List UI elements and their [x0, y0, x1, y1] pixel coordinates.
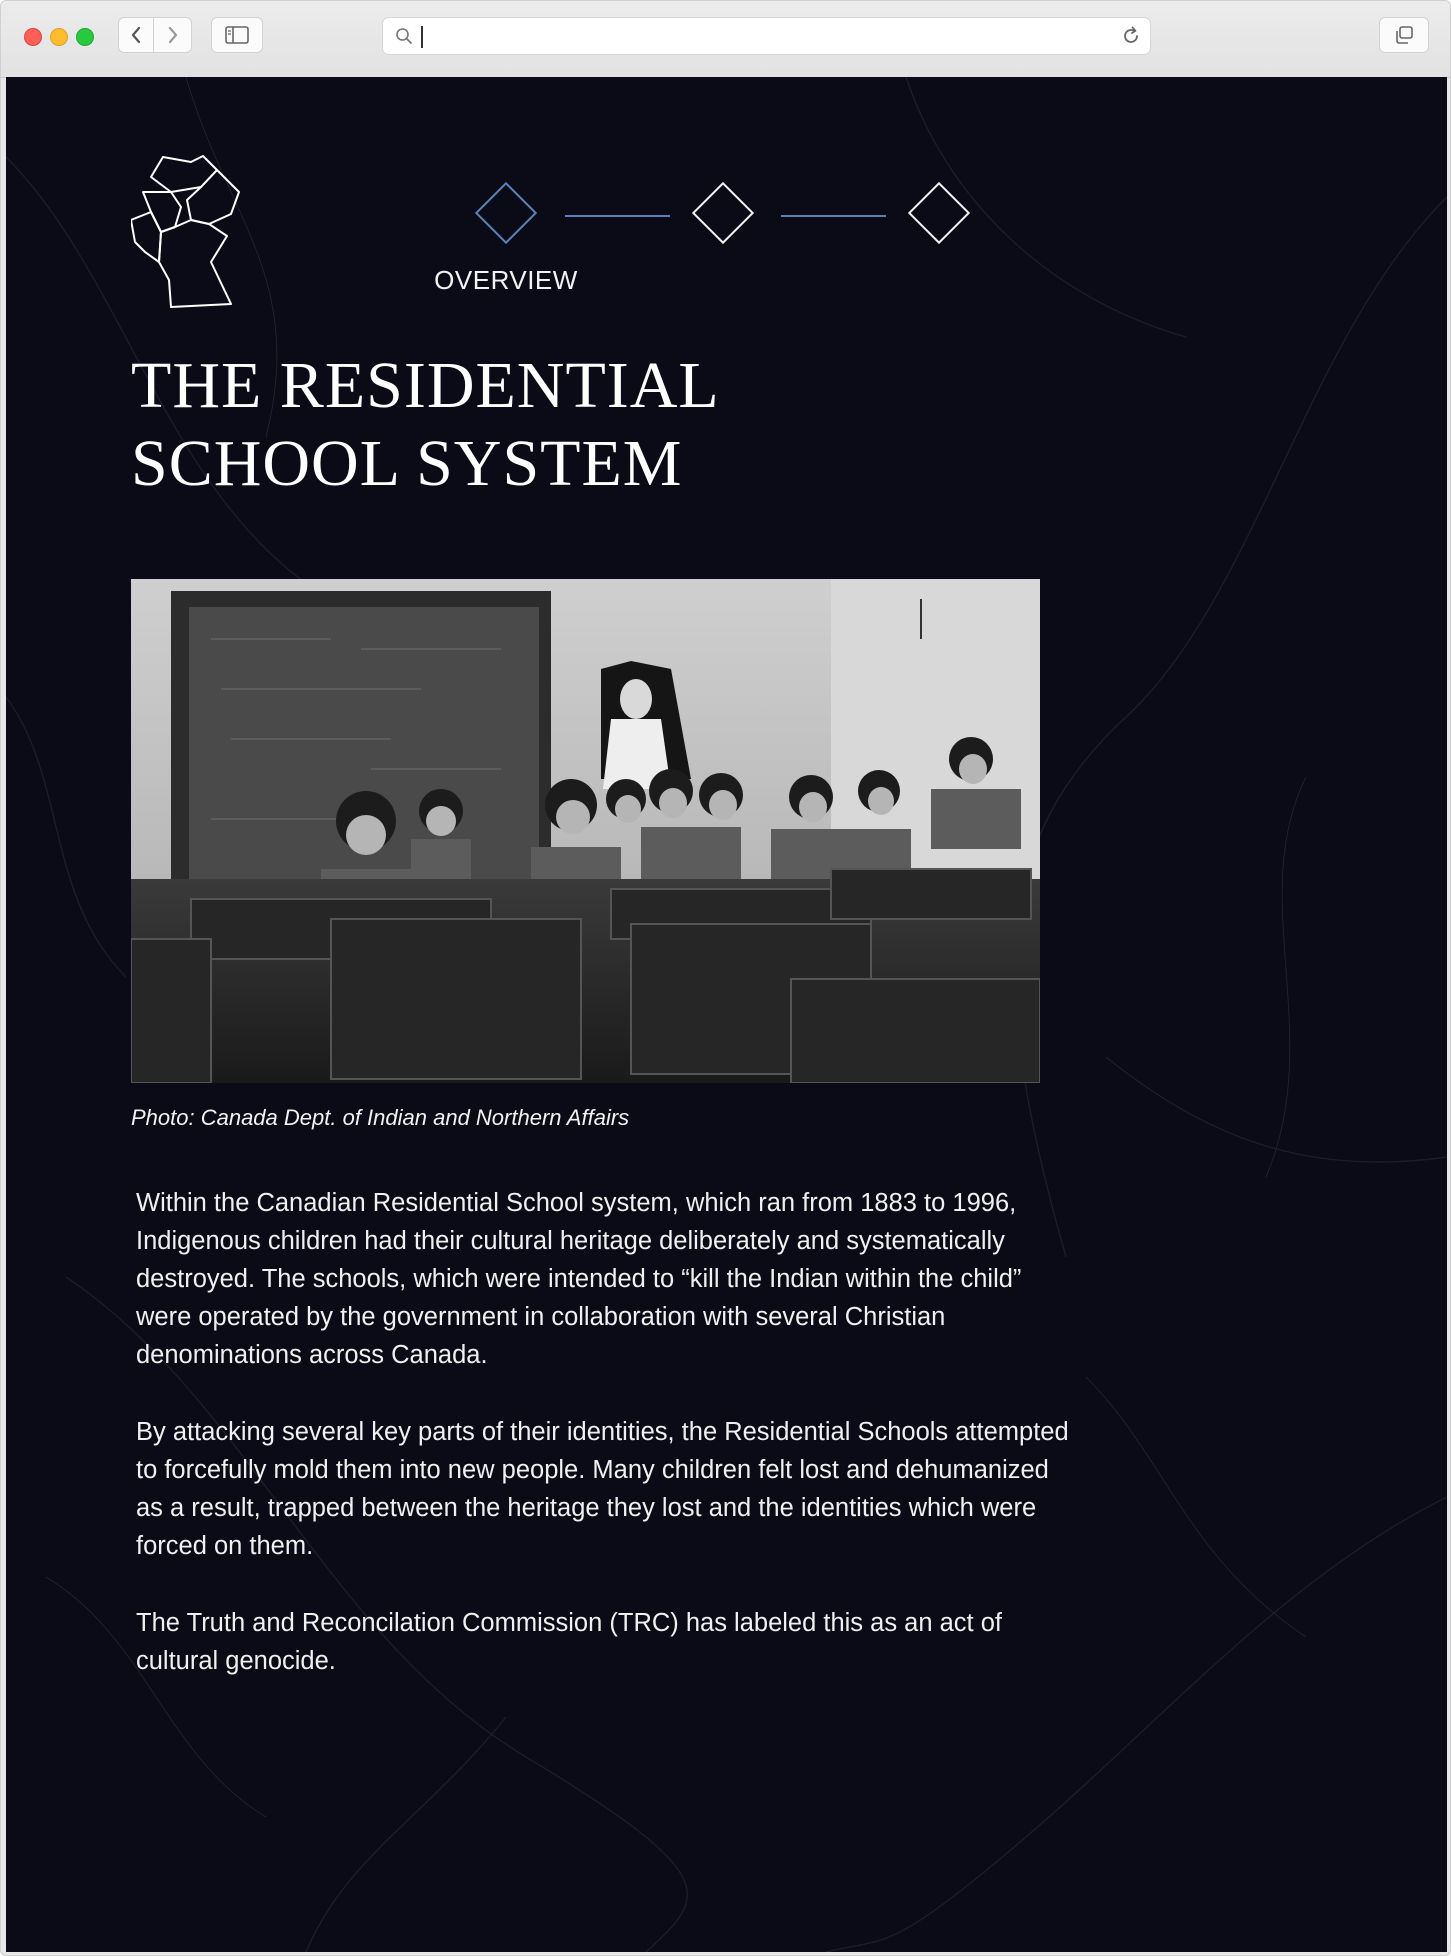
- search-icon: [395, 27, 413, 45]
- page-viewport[interactable]: [6, 77, 1447, 1952]
- close-window-button[interactable]: [24, 28, 42, 46]
- step-connector: [565, 215, 670, 217]
- sidebar-icon: [225, 26, 249, 44]
- url-input[interactable]: [417, 24, 1077, 48]
- classroom-photo-illustration: [131, 579, 1040, 1083]
- body-paragraph-3: The Truth and Reconcilation Commission (TRC) has labeled this as an act of cultural genocide.: [136, 1609, 1002, 1675]
- sidebar-toggle-button[interactable]: [211, 17, 263, 53]
- minimize-window-button[interactable]: [50, 28, 68, 46]
- step-connector: [781, 215, 886, 217]
- reload-icon[interactable]: [1120, 25, 1142, 47]
- tabs-overview-icon: [1394, 25, 1414, 45]
- photo-caption: Photo: Canada Dept. of Indian and Northern Affairs: [131, 1105, 630, 1130]
- text-caret: [421, 26, 423, 48]
- body-paragraph-1: Within the Canadian Residential School system, which ran from 1883 to 1996, Indigenous children had their cultural heritage deliberately and systematically destroyed. The schools, which were intended to “kill the Indian within the child” were operated by the government in collaboration with several Christian denominations across Canada.: [136, 1189, 1022, 1369]
- browser-toolbar: [1, 1, 1451, 78]
- page-title-line-1: THE RESIDENTIAL: [131, 349, 720, 422]
- page-title-line-2: SCHOOL SYSTEM: [131, 427, 683, 500]
- forward-button[interactable]: [154, 17, 192, 53]
- tab-overview-button[interactable]: [1379, 17, 1429, 53]
- page-title: [131, 347, 831, 503]
- address-bar[interactable]: [382, 17, 1151, 55]
- step-label-overview: OVERVIEW: [434, 265, 578, 295]
- chevron-right-icon: [167, 26, 179, 44]
- chevron-left-icon: [130, 26, 142, 44]
- fragmented-map-logo: [131, 152, 246, 312]
- residential-school-classroom-photo: [131, 579, 1040, 1083]
- body-paragraph-2: By attacking several key parts of their identities, the Residential Schools attempted to forcefully mold them into new people. Many children felt lost and dehumanized as a result, trapped between the heritage they lost and the identities which were forced on them.: [136, 1418, 1069, 1560]
- back-button[interactable]: [118, 17, 154, 53]
- zoom-window-button[interactable]: [76, 28, 94, 46]
